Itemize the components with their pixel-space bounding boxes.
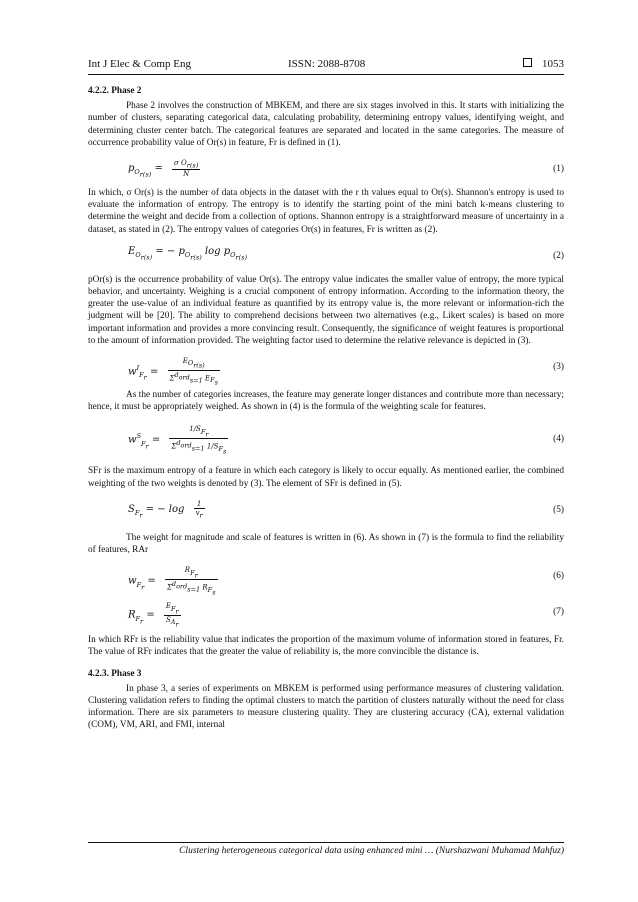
equation-number: (1) bbox=[553, 164, 564, 175]
paragraph: The weight for magnitude and scale of features is written in (6). As shown in (7) is the formula to find the reliability of features, RAr bbox=[88, 532, 564, 556]
paragraph: In phase 3, a series of experiments on MBKEM is performed using performance measures of clustering validation. Clustering validation refers to finding the optimal clusters to match the partition of clusters naturally without the need for class information. There are six parameters to measure clustering quality. They are clustering accuracy (CA), external validation (COM), VM, ARI, and FMI, internal bbox=[88, 683, 564, 731]
equation-number: (7) bbox=[553, 607, 564, 618]
equation-number: (4) bbox=[553, 434, 564, 445]
paragraph: SFr is the maximum entropy of a feature in which each category is likely to occur equally. As mentioned earlier, the combined weighting of the two weights is denoted by (3). The element of SFr is defined in (5). bbox=[88, 466, 564, 489]
equation-1-formula: $p_{O_{r(s)}}$ = $\frac{\sigma O_{r(s)}}{N}$ bbox=[128, 159, 199, 179]
equation-number: (2) bbox=[553, 250, 564, 261]
journal-name: Int J Elec & Comp Eng bbox=[88, 58, 191, 70]
equation-2-formula: $E_{O_{r(s)}}$ = − $p_{O_{r(s)}}$ $\log p_{O_{r(s)}}$ bbox=[128, 245, 247, 262]
equation-2 bbox=[88, 242, 564, 268]
issn: ISSN: 2088-8708 bbox=[288, 58, 366, 70]
page-body bbox=[88, 85, 564, 732]
paragraph: In which, σ Or(s) is the number of data objects in the dataset with the r th values equal to Or(s). Shannon's entropy is used to evaluate the information of entropy. The entropy is to identify the starting point of the mini batch k-means clustering to determine the weight and decide from a collection of options. Shannon entropy is a straightforward measure of uncertainty in a dataset, as stated in (2). The entropy values of categories Or(s) in features, Fr is written as (2). bbox=[88, 188, 564, 235]
footer-rule bbox=[88, 842, 564, 843]
running-footer: Clustering heterogeneous categorical data using enhanced mini … (Nurshazwani Muhamad Mahfuz) bbox=[179, 846, 564, 856]
paragraph: pOr(s) is the occurrence probability of value Or(s). The entropy value indicates the smaller value of entropy, the more typical behavior, and uncertainty. Weighing is a crucial component of entropy information. According to the information theory, the greater the use-value of an individual feature as quantified by its entropy value is, the more relevant or information-rich the judgment will be [20]. The ability to comprehend decisions between two alternatives (e.g., Likert scales) is based on more important information and provides a more convincing result. Consequently, the significance of weight features is proportional to the amount of information provided. The weighting factor used to determine the relative relevance is depicted in (3). bbox=[88, 274, 564, 346]
header-rule bbox=[88, 74, 564, 75]
equation-7 bbox=[88, 598, 564, 628]
equation-4-formula: $w^S_{F_r}$ = $\frac{1/S_{F_r}}{\Sigma^{d_{ord}}_{s=1} 1/S_{F_s}}$ bbox=[128, 425, 227, 456]
section-heading-phase2: 4.2.2. Phase 2 bbox=[88, 86, 142, 96]
section-heading-phase3: 4.2.3. Phase 3 bbox=[88, 668, 142, 679]
page-number-group bbox=[523, 58, 564, 70]
equation-3 bbox=[88, 353, 564, 387]
equation-number: (5) bbox=[553, 504, 564, 515]
equation-number: (3) bbox=[553, 362, 564, 373]
paragraph: In which RFr is the reliability value that indicates the proportion of the maximum volume of information stored in features, Fr. The value of RFr indicates that the greater the value of reliability is, the more convincible the distance is. bbox=[88, 635, 564, 658]
equation-5 bbox=[88, 496, 564, 526]
equation-7-formula: $R_{F_r}$ = $\frac{E_{F_r}}{S_{A_r}}$ bbox=[128, 602, 179, 629]
equation-number: (6) bbox=[553, 571, 564, 582]
equation-6-formula: $w_{F_r}$ = $\frac{R_{F_r}}{\Sigma^{d_{ord}}_{s=1} R_{F_s}}$ bbox=[128, 566, 216, 596]
page-number: 1053 bbox=[542, 58, 564, 70]
paragraph: Phase 2 involves the construction of MBKEM, and there are six stages involved in this. It starts with initializing the number of clusters, separating categorical data, calculating probability, determining entropy values, identifying weight, and determining cluster center batch. The categorical features are separated and located in the same categories. The measure of occurrence probability value of Or(s) in feature, Fr is defined in (1). bbox=[88, 101, 564, 148]
equation-6 bbox=[88, 562, 564, 596]
running-header bbox=[88, 58, 564, 74]
equation-5-formula: $S_{F_r}$ = − log $\frac{1}{v_r}$ bbox=[128, 499, 203, 520]
equation-3-formula: $w^I_{F_r}$ = $\frac{E_{O_{r(s)}}}{\Sigma^{d_{ord}}_{s=1} E_{F_s}}$ bbox=[128, 357, 218, 387]
equation-4 bbox=[88, 419, 564, 459]
checkbox-icon bbox=[523, 58, 532, 67]
equation-1 bbox=[88, 155, 564, 181]
paragraph: As the number of categories increases, the feature may generate longer distances and contribute more than necessary; hence, it must be appropriately weighed. As shown in (4) is the formula of the weighting scale for features. bbox=[88, 390, 564, 413]
